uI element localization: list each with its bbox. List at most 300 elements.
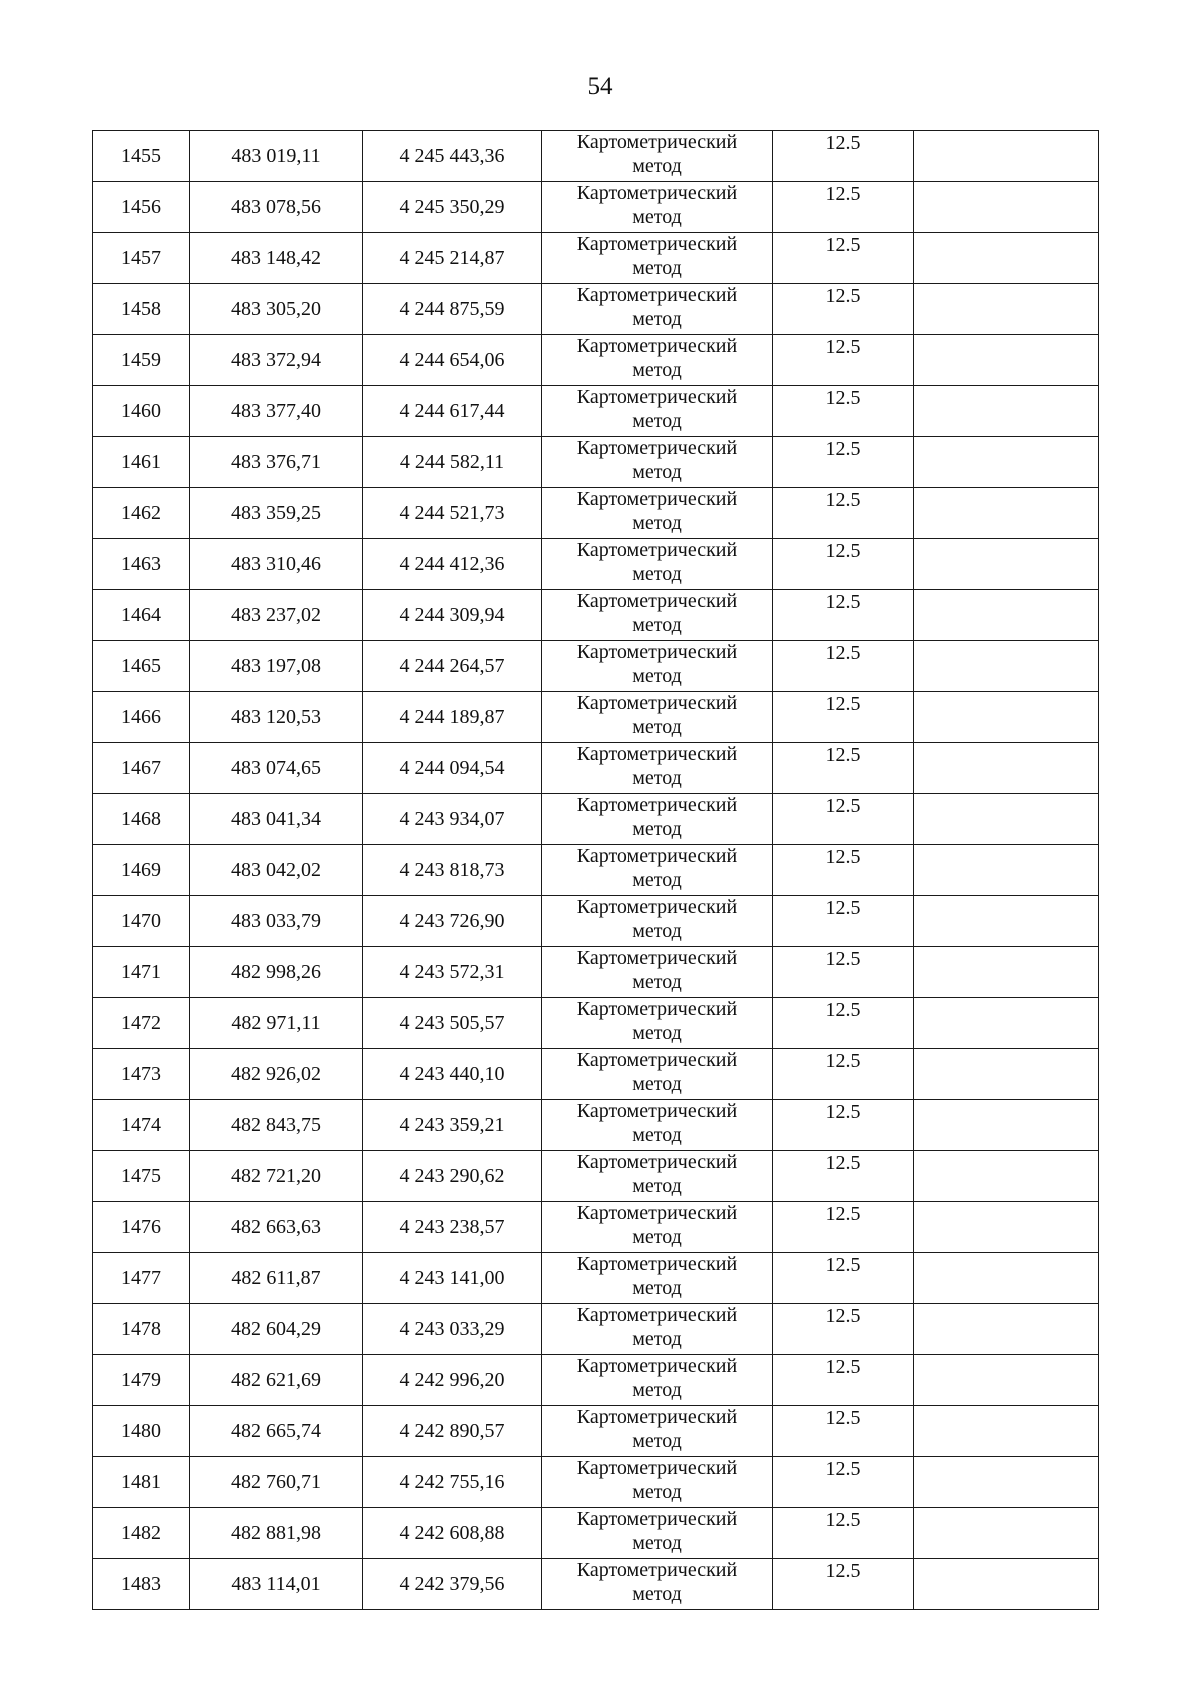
point-number-cell	[93, 998, 190, 1049]
y-coordinate-cell-text: 4 245 443,36	[399, 145, 505, 167]
accuracy-cell	[773, 539, 914, 590]
accuracy-cell-text: 12.5	[825, 132, 861, 154]
y-coordinate-cell-text: 4 244 521,73	[399, 502, 505, 524]
method-cell	[542, 692, 773, 743]
table-row	[93, 1406, 1099, 1457]
x-coordinate-cell-text: 482 604,29	[231, 1318, 321, 1340]
point-number-cell	[93, 692, 190, 743]
table-row	[93, 1049, 1099, 1100]
x-coordinate-cell	[190, 1304, 363, 1355]
x-coordinate-cell-text: 482 843,75	[231, 1114, 321, 1136]
point-number-cell	[93, 1253, 190, 1304]
point-number-cell-text: 1465	[121, 655, 161, 677]
x-coordinate-cell-text: 482 926,02	[231, 1063, 321, 1085]
table-row	[93, 743, 1099, 794]
method-cell	[542, 641, 773, 692]
table-row	[93, 182, 1099, 233]
accuracy-cell	[773, 1100, 914, 1151]
y-coordinate-cell	[363, 1151, 542, 1202]
accuracy-cell-text: 12.5	[825, 1254, 861, 1276]
table-row	[93, 1355, 1099, 1406]
point-number-cell-text: 1460	[121, 400, 161, 422]
note-cell	[914, 794, 1099, 845]
method-cell	[542, 131, 773, 182]
accuracy-cell-text: 12.5	[825, 642, 861, 664]
accuracy-cell-text: 12.5	[825, 183, 861, 205]
accuracy-cell-text: 12.5	[825, 387, 861, 409]
y-coordinate-cell-text: 4 244 412,36	[399, 553, 505, 575]
accuracy-cell	[773, 1049, 914, 1100]
point-number-cell	[93, 488, 190, 539]
method-cell-text: Картометрический метод	[576, 641, 738, 687]
table-row	[93, 437, 1099, 488]
accuracy-cell	[773, 743, 914, 794]
point-number-cell-text: 1472	[121, 1012, 161, 1034]
method-cell	[542, 335, 773, 386]
accuracy-cell-text: 12.5	[825, 948, 861, 970]
accuracy-cell	[773, 233, 914, 284]
note-cell	[914, 641, 1099, 692]
note-cell	[914, 1151, 1099, 1202]
x-coordinate-cell	[190, 998, 363, 1049]
method-cell	[542, 743, 773, 794]
point-number-cell-text: 1458	[121, 298, 161, 320]
point-number-cell	[93, 1559, 190, 1610]
x-coordinate-cell-text: 483 305,20	[231, 298, 321, 320]
note-cell	[914, 488, 1099, 539]
y-coordinate-cell	[363, 1559, 542, 1610]
y-coordinate-cell	[363, 1457, 542, 1508]
point-number-cell	[93, 1457, 190, 1508]
x-coordinate-cell	[190, 1406, 363, 1457]
point-number-cell	[93, 641, 190, 692]
point-number-cell	[93, 182, 190, 233]
accuracy-cell	[773, 386, 914, 437]
x-coordinate-cell-text: 483 237,02	[231, 604, 321, 626]
point-number-cell	[93, 1508, 190, 1559]
accuracy-cell-text: 12.5	[825, 897, 861, 919]
x-coordinate-cell-text: 483 114,01	[231, 1573, 321, 1595]
coordinates-table	[92, 130, 1099, 1610]
y-coordinate-cell	[363, 845, 542, 896]
y-coordinate-cell-text: 4 243 726,90	[399, 910, 505, 932]
y-coordinate-cell	[363, 692, 542, 743]
note-cell	[914, 1355, 1099, 1406]
table-row	[93, 590, 1099, 641]
y-coordinate-cell-text: 4 243 290,62	[399, 1165, 505, 1187]
x-coordinate-cell-text: 482 665,74	[231, 1420, 321, 1442]
method-cell-text: Картометрический метод	[576, 794, 738, 840]
y-coordinate-cell	[363, 335, 542, 386]
point-number-cell-text: 1477	[121, 1267, 161, 1289]
y-coordinate-cell	[363, 539, 542, 590]
method-cell-text: Картометрический метод	[576, 947, 738, 993]
accuracy-cell-text: 12.5	[825, 489, 861, 511]
note-cell	[914, 998, 1099, 1049]
method-cell-text: Картометрический метод	[576, 1406, 738, 1452]
accuracy-cell	[773, 794, 914, 845]
accuracy-cell	[773, 131, 914, 182]
y-coordinate-cell	[363, 641, 542, 692]
note-cell	[914, 1100, 1099, 1151]
y-coordinate-cell-text: 4 244 309,94	[399, 604, 505, 626]
method-cell-text: Картометрический метод	[576, 1508, 738, 1554]
note-cell	[914, 335, 1099, 386]
x-coordinate-cell	[190, 539, 363, 590]
method-cell-text: Картометрический метод	[576, 131, 738, 177]
method-cell	[542, 1406, 773, 1457]
accuracy-cell	[773, 896, 914, 947]
y-coordinate-cell-text: 4 244 617,44	[399, 400, 505, 422]
y-coordinate-cell-text: 4 245 214,87	[399, 247, 505, 269]
point-number-cell-text: 1463	[121, 553, 161, 575]
x-coordinate-cell	[190, 1202, 363, 1253]
table-row	[93, 335, 1099, 386]
point-number-cell-text: 1462	[121, 502, 161, 524]
accuracy-cell-text: 12.5	[825, 336, 861, 358]
y-coordinate-cell	[363, 182, 542, 233]
method-cell	[542, 284, 773, 335]
point-number-cell-text: 1457	[121, 247, 161, 269]
method-cell	[542, 1304, 773, 1355]
table-row	[93, 386, 1099, 437]
y-coordinate-cell-text: 4 244 875,59	[399, 298, 505, 320]
table-row	[93, 1508, 1099, 1559]
x-coordinate-cell	[190, 284, 363, 335]
coordinates-table-body	[93, 131, 1099, 1610]
point-number-cell	[93, 1406, 190, 1457]
method-cell	[542, 794, 773, 845]
y-coordinate-cell-text: 4 244 094,54	[399, 757, 505, 779]
note-cell	[914, 386, 1099, 437]
method-cell-text: Картометрический метод	[576, 182, 738, 228]
note-cell	[914, 845, 1099, 896]
method-cell-text: Картометрический метод	[576, 284, 738, 330]
y-coordinate-cell	[363, 1202, 542, 1253]
accuracy-cell	[773, 284, 914, 335]
y-coordinate-cell-text: 4 243 033,29	[399, 1318, 505, 1340]
y-coordinate-cell-text: 4 243 440,10	[399, 1063, 505, 1085]
y-coordinate-cell	[363, 437, 542, 488]
accuracy-cell-text: 12.5	[825, 1407, 861, 1429]
point-number-cell	[93, 1049, 190, 1100]
point-number-cell-text: 1468	[121, 808, 161, 830]
method-cell-text: Картометрический метод	[576, 692, 738, 738]
point-number-cell-text: 1461	[121, 451, 161, 473]
point-number-cell	[93, 437, 190, 488]
y-coordinate-cell-text: 4 243 238,57	[399, 1216, 505, 1238]
accuracy-cell-text: 12.5	[825, 1356, 861, 1378]
accuracy-cell	[773, 845, 914, 896]
x-coordinate-cell-text: 483 033,79	[231, 910, 321, 932]
accuracy-cell	[773, 998, 914, 1049]
point-number-cell-text: 1459	[121, 349, 161, 371]
x-coordinate-cell-text: 483 019,11	[231, 145, 321, 167]
accuracy-cell	[773, 1151, 914, 1202]
x-coordinate-cell-text: 483 372,94	[231, 349, 321, 371]
accuracy-cell	[773, 1253, 914, 1304]
method-cell	[542, 182, 773, 233]
point-number-cell	[93, 539, 190, 590]
y-coordinate-cell-text: 4 243 359,21	[399, 1114, 505, 1136]
method-cell-text: Картометрический метод	[576, 743, 738, 789]
y-coordinate-cell-text: 4 242 890,57	[399, 1420, 505, 1442]
y-coordinate-cell	[363, 794, 542, 845]
y-coordinate-cell	[363, 1355, 542, 1406]
point-number-cell-text: 1476	[121, 1216, 161, 1238]
accuracy-cell-text: 12.5	[825, 1101, 861, 1123]
method-cell	[542, 437, 773, 488]
method-cell	[542, 1151, 773, 1202]
method-cell-text: Картометрический метод	[576, 845, 738, 891]
point-number-cell	[93, 794, 190, 845]
method-cell-text: Картометрический метод	[576, 896, 738, 942]
x-coordinate-cell-text: 483 042,02	[231, 859, 321, 881]
accuracy-cell	[773, 488, 914, 539]
x-coordinate-cell-text: 483 197,08	[231, 655, 321, 677]
accuracy-cell-text: 12.5	[825, 1050, 861, 1072]
method-cell	[542, 1508, 773, 1559]
accuracy-cell-text: 12.5	[825, 1458, 861, 1480]
note-cell	[914, 1457, 1099, 1508]
method-cell	[542, 947, 773, 998]
method-cell	[542, 1355, 773, 1406]
method-cell-text: Картометрический метод	[576, 386, 738, 432]
x-coordinate-cell	[190, 131, 363, 182]
method-cell	[542, 590, 773, 641]
point-number-cell-text: 1478	[121, 1318, 161, 1340]
point-number-cell	[93, 896, 190, 947]
x-coordinate-cell	[190, 488, 363, 539]
x-coordinate-cell	[190, 1253, 363, 1304]
method-cell	[542, 1253, 773, 1304]
x-coordinate-cell	[190, 590, 363, 641]
y-coordinate-cell-text: 4 243 505,57	[399, 1012, 505, 1034]
accuracy-cell	[773, 1355, 914, 1406]
table-row	[93, 896, 1099, 947]
accuracy-cell-text: 12.5	[825, 1203, 861, 1225]
x-coordinate-cell-text: 483 377,40	[231, 400, 321, 422]
method-cell	[542, 1202, 773, 1253]
table-row	[93, 641, 1099, 692]
x-coordinate-cell	[190, 1457, 363, 1508]
point-number-cell-text: 1467	[121, 757, 161, 779]
x-coordinate-cell-text: 482 721,20	[231, 1165, 321, 1187]
accuracy-cell	[773, 692, 914, 743]
y-coordinate-cell	[363, 1508, 542, 1559]
accuracy-cell-text: 12.5	[825, 795, 861, 817]
point-number-cell	[93, 1355, 190, 1406]
y-coordinate-cell-text: 4 242 755,16	[399, 1471, 505, 1493]
page-number: 54	[587, 73, 613, 100]
x-coordinate-cell-text: 482 663,63	[231, 1216, 321, 1238]
y-coordinate-cell-text: 4 243 141,00	[399, 1267, 505, 1289]
method-cell	[542, 539, 773, 590]
accuracy-cell	[773, 1304, 914, 1355]
y-coordinate-cell-text: 4 243 572,31	[399, 961, 505, 983]
table-row	[93, 488, 1099, 539]
method-cell	[542, 1100, 773, 1151]
x-coordinate-cell-text: 483 148,42	[231, 247, 321, 269]
x-coordinate-cell	[190, 182, 363, 233]
point-number-cell-text: 1455	[121, 145, 161, 167]
method-cell-text: Картометрический метод	[576, 1100, 738, 1146]
point-number-cell	[93, 947, 190, 998]
accuracy-cell-text: 12.5	[825, 1509, 861, 1531]
x-coordinate-cell-text: 483 310,46	[231, 553, 321, 575]
table-row	[93, 131, 1099, 182]
x-coordinate-cell-text: 483 041,34	[231, 808, 321, 830]
x-coordinate-cell	[190, 1508, 363, 1559]
x-coordinate-cell	[190, 386, 363, 437]
accuracy-cell-text: 12.5	[825, 285, 861, 307]
accuracy-cell	[773, 947, 914, 998]
method-cell-text: Картометрический метод	[576, 1304, 738, 1350]
accuracy-cell	[773, 590, 914, 641]
accuracy-cell	[773, 182, 914, 233]
method-cell-text: Картометрический метод	[576, 1355, 738, 1401]
point-number-cell-text: 1480	[121, 1420, 161, 1442]
point-number-cell-text: 1464	[121, 604, 161, 626]
accuracy-cell-text: 12.5	[825, 591, 861, 613]
method-cell-text: Картометрический метод	[576, 437, 738, 483]
method-cell	[542, 1049, 773, 1100]
table-row	[93, 1559, 1099, 1610]
note-cell	[914, 233, 1099, 284]
x-coordinate-cell	[190, 335, 363, 386]
y-coordinate-cell	[363, 1100, 542, 1151]
note-cell	[914, 131, 1099, 182]
method-cell-text: Картометрический метод	[576, 1202, 738, 1248]
y-coordinate-cell-text: 4 244 189,87	[399, 706, 505, 728]
x-coordinate-cell	[190, 845, 363, 896]
note-cell	[914, 539, 1099, 590]
point-number-cell-text: 1471	[121, 961, 161, 983]
note-cell	[914, 1049, 1099, 1100]
accuracy-cell-text: 12.5	[825, 540, 861, 562]
note-cell	[914, 1406, 1099, 1457]
point-number-cell-text: 1456	[121, 196, 161, 218]
table-row	[93, 1253, 1099, 1304]
method-cell-text: Картометрический метод	[576, 1049, 738, 1095]
point-number-cell-text: 1474	[121, 1114, 161, 1136]
table-row	[93, 1304, 1099, 1355]
point-number-cell-text: 1466	[121, 706, 161, 728]
table-row	[93, 692, 1099, 743]
x-coordinate-cell	[190, 641, 363, 692]
note-cell	[914, 1508, 1099, 1559]
y-coordinate-cell-text: 4 244 582,11	[399, 451, 505, 473]
y-coordinate-cell	[363, 131, 542, 182]
table-row	[93, 284, 1099, 335]
point-number-cell	[93, 335, 190, 386]
point-number-cell-text: 1475	[121, 1165, 161, 1187]
x-coordinate-cell-text: 483 376,71	[231, 451, 321, 473]
method-cell-text: Картометрический метод	[576, 539, 738, 585]
accuracy-cell-text: 12.5	[825, 744, 861, 766]
y-coordinate-cell	[363, 1304, 542, 1355]
method-cell-text: Картометрический метод	[576, 488, 738, 534]
x-coordinate-cell-text: 482 971,11	[231, 1012, 321, 1034]
point-number-cell	[93, 386, 190, 437]
method-cell	[542, 998, 773, 1049]
note-cell	[914, 437, 1099, 488]
point-number-cell-text: 1479	[121, 1369, 161, 1391]
method-cell	[542, 233, 773, 284]
method-cell	[542, 1457, 773, 1508]
y-coordinate-cell-text: 4 244 264,57	[399, 655, 505, 677]
method-cell	[542, 386, 773, 437]
point-number-cell-text: 1470	[121, 910, 161, 932]
y-coordinate-cell-text: 4 242 996,20	[399, 1369, 505, 1391]
x-coordinate-cell	[190, 1049, 363, 1100]
x-coordinate-cell	[190, 896, 363, 947]
y-coordinate-cell	[363, 998, 542, 1049]
accuracy-cell	[773, 1202, 914, 1253]
accuracy-cell	[773, 1508, 914, 1559]
x-coordinate-cell	[190, 794, 363, 845]
point-number-cell	[93, 590, 190, 641]
table-row	[93, 998, 1099, 1049]
method-cell	[542, 896, 773, 947]
note-cell	[914, 896, 1099, 947]
note-cell	[914, 182, 1099, 233]
y-coordinate-cell	[363, 1049, 542, 1100]
point-number-cell-text: 1481	[121, 1471, 161, 1493]
method-cell-text: Картометрический метод	[576, 233, 738, 279]
table-row	[93, 1151, 1099, 1202]
y-coordinate-cell-text: 4 243 818,73	[399, 859, 505, 881]
note-cell	[914, 692, 1099, 743]
accuracy-cell	[773, 641, 914, 692]
accuracy-cell-text: 12.5	[825, 438, 861, 460]
x-coordinate-cell	[190, 692, 363, 743]
method-cell-text: Картометрический метод	[576, 1151, 738, 1197]
table-row	[93, 1457, 1099, 1508]
method-cell-text: Картометрический метод	[576, 335, 738, 381]
note-cell	[914, 590, 1099, 641]
x-coordinate-cell	[190, 947, 363, 998]
table-row	[93, 1202, 1099, 1253]
y-coordinate-cell	[363, 386, 542, 437]
accuracy-cell-text: 12.5	[825, 1305, 861, 1327]
x-coordinate-cell	[190, 1355, 363, 1406]
note-cell	[914, 1202, 1099, 1253]
accuracy-cell-text: 12.5	[825, 999, 861, 1021]
note-cell	[914, 284, 1099, 335]
table-row	[93, 845, 1099, 896]
x-coordinate-cell-text: 483 120,53	[231, 706, 321, 728]
accuracy-cell-text: 12.5	[825, 234, 861, 256]
x-coordinate-cell-text: 483 078,56	[231, 196, 321, 218]
accuracy-cell	[773, 335, 914, 386]
accuracy-cell	[773, 437, 914, 488]
y-coordinate-cell	[363, 488, 542, 539]
point-number-cell	[93, 1100, 190, 1151]
x-coordinate-cell-text: 482 621,69	[231, 1369, 321, 1391]
point-number-cell-text: 1483	[121, 1573, 161, 1595]
note-cell	[914, 1253, 1099, 1304]
point-number-cell	[93, 743, 190, 794]
note-cell	[914, 1304, 1099, 1355]
accuracy-cell-text: 12.5	[825, 693, 861, 715]
x-coordinate-cell-text: 482 760,71	[231, 1471, 321, 1493]
method-cell-text: Картометрический метод	[576, 1253, 738, 1299]
method-cell	[542, 1559, 773, 1610]
method-cell	[542, 488, 773, 539]
table-row	[93, 947, 1099, 998]
note-cell	[914, 743, 1099, 794]
